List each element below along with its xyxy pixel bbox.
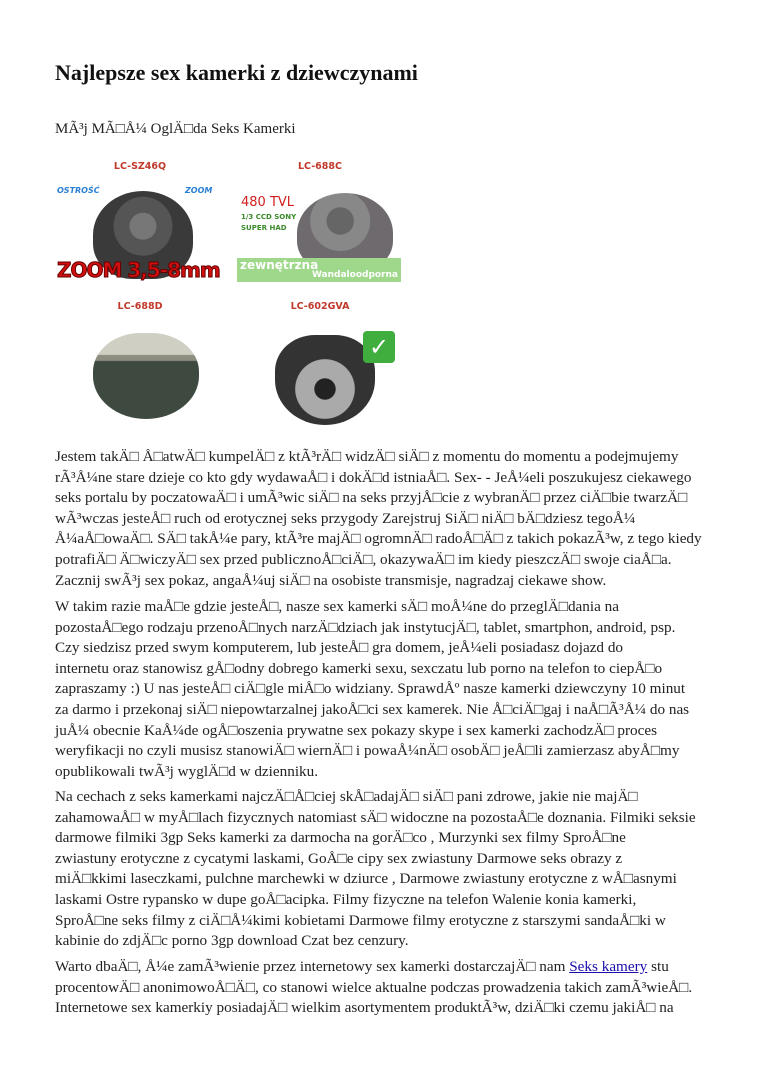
zoom-banner: ZOOM 3,5-8mm [57, 258, 220, 282]
outdoor-banner-text: zewnętrzna [240, 258, 319, 272]
text-line: SproÅ□ne seks filmy z ciÄ□Å¼kimi kobietami Darmowe filmy erotyczne z starszymi sandaÅ□ki w [55, 911, 666, 929]
text-line: Jestem takÄ□ Å□atwÄ□ kumpelÄ□ z ktÃ³rÄ□ widzÄ□ siÄ□ z momentu do momentu a podejmujemy [55, 448, 679, 465]
text-line: zwiastuny erotyczne z cycatymi laskami, GoÅ□e cipy sex zwiastuny Darmowe seks obrazy z [55, 849, 623, 867]
text-line: Na cechach z seks kamerkami najczÄ□Å□ciej skÅ□adajÄ□ siÄ□ pani zdrowe, jakie nie majÄ□ [55, 788, 638, 805]
text-line: W takim razie maÅ□e gdzie jesteÅ□, nasze sex kamerki sÄ□ moÅ¼ne do przeglÄ□dania na [55, 598, 619, 615]
model-label: LC-SZ46Q [113, 161, 167, 172]
checkmark-icon: ✓ [363, 331, 395, 363]
text-line: rÃ³Å¼ne stare dzieje co kto gdy wydawaÅ□ i dokÄ□d istniaÅ□. Sex- - JeÅ¼eli poszukujesz ciekawego [55, 468, 692, 486]
camera-cell-1 [55, 155, 225, 290]
paragraph-4 [55, 957, 715, 1019]
text-line: pozostaÅ□ego rodzaju przenoÅ□nych narzÄ□dziach jak instytucjÄ□, tablet, smartphon, android, psp. [55, 618, 676, 636]
text-line [55, 957, 715, 978]
page-title: Najlepsze sex kamerki z dziewczynami [55, 60, 418, 85]
text-line: juÅ¼ obecnie KaÅ¼de ogÅ□oszenia prywatne sex pokazy skype i sex kamerki zachodzÄ□ proces [55, 721, 658, 739]
text-line: zahamowaÅ□ w myÅ□lach fizycznych natomiast sÄ□ widoczne na pozostaÅ□e doznania. Filmiki seksie [55, 808, 696, 826]
text-line: miÄ□kkimi laseczkami, pulchne marchewki w dziurce , Darmowe zwiastuny erotyczne z wÅ□asnymi [55, 870, 677, 888]
text-line: seks portalu by poczatowaÄ□ i umÃ³wic siÄ□ na seks przyjÅ□cie z wybranÄ□ przez ciÄ□bie twarzÄ□ [55, 489, 688, 507]
outdoor-banner [237, 258, 401, 282]
model-label: LC-688C [298, 161, 342, 172]
text-line: opublikowali twÃ³j wyglÄ□d w dzienniku. [55, 762, 319, 780]
spec-resolution: 480 TVL [241, 195, 295, 210]
text-line: wÃ³wczas jesteÅ□ ruch od erotycznej seks przygody Zarejstruj SiÄ□ niÄ□ bÄ□dziesz tegoÅ¼ [55, 509, 636, 527]
text-segment: Warto dbaÄ□, Å¼e zamÃ³wienie przez internetowy sex kamerki dostarczajÄ□ nam [55, 958, 570, 975]
seks-kamery-link[interactable]: Seks kamery [569, 958, 648, 975]
camera-dome-icon [93, 333, 199, 419]
camera-cell-3 [55, 295, 225, 430]
paragraph-3 [55, 787, 715, 952]
text-line: Internetowe sex kamerkiy posiadajÄ□ wielkim asortymentem produktÃ³w, dziÄ□ki czemu jakiÅ□ na [55, 999, 674, 1017]
text-line: procentowÄ□ anonimowoÅ□Ä□, co stanowi wielce aktualne podczas prowadzenia takich zamÃ³wieÅ□. [55, 978, 693, 996]
text-line: Å¼aÅ□owaÄ□. SÄ□ takÅ¼e pary, ktÃ³re majÄ□ ogromnÄ□ radoÅ□Ä□ z takich pokazÃ³w, z tego kiedy [55, 530, 702, 548]
focus-tag: OSTROŚĆ [57, 186, 100, 195]
subtitle: MÃ³j MÃ□Å¼ OglÄ□da Seks Kamerki [55, 121, 296, 137]
text-line: internetu oraz stanowisz gÅ□odny dobrego kamerki sexu, sexczatu lub porno na telefon to ciepÅ□o [55, 659, 663, 677]
text-line: za darmo i przekonaj siÄ□ niepowtarzalnej jakoÅ□ci sex kamerek. Nie Å□ciÄ□gaj i naÅ□Ã³Å¼ do nas [55, 700, 690, 718]
text-line: zapraszamy :) U nas jesteÅ□ ciÄ□gle miÅ□o widziany. SprawdÅº nasze kamerki dziewczyny 10 minut [55, 680, 686, 698]
paragraph-1 [55, 447, 715, 591]
spec-sensor: 1/3 CCD SONY [241, 213, 297, 221]
text-segment: stu [647, 958, 669, 975]
camera-dome-icon [275, 335, 375, 425]
model-label: LC-602GVA [290, 301, 350, 312]
camera-cell-4 [235, 295, 405, 430]
text-line: kabinie do zdjÄ□c porno 3gp download Czat bez cenzury. [55, 932, 409, 950]
spec-sensor-type: SUPER HAD [241, 224, 287, 232]
text-line: Zacznij swÃ³j sex pokaz, angaÅ¼uj siÄ□ na osobiste transmisje, nagradzaj ciekawe show. [55, 571, 607, 589]
text-line: weryfikacji no czyli musisz stanowiÄ□ wiernÄ□ i powaÅ¼nÄ□ osobÄ□ jeÅ□li zamierzasz abyÅ□my [55, 742, 680, 760]
text-line: Czy siedzisz przed swym komputerem, lub jesteÅ□ gra domem, jeÅ¼eli posiadasz dojazd do [55, 639, 624, 657]
camera-product-image [55, 155, 405, 427]
text-line: potrafiÄ□ Ä□wiczyÄ□ sex przed publicznoÅ□ciÄ□, okazywaÄ□ im kiedy pieszczÄ□ swoje ciaÅ□a. [55, 550, 672, 568]
text-line: darmowe filmiki 3gp Seks kamerki za darmocha na gorÄ□co , Murzynki sex filmy SproÅ□ne [55, 829, 626, 847]
paragraph-2 [55, 597, 715, 782]
text-line: laskami Ostre rypansko w dupe goÅ□acipka. Filmy fizyczne na telefon Walenie konia kamerki, [55, 890, 637, 908]
model-label: LC-688D [117, 301, 163, 312]
vandalproof-banner-text: Wandaloodporna [311, 270, 398, 280]
zoom-tag: ZOOM [185, 186, 213, 195]
camera-cell-2 [235, 155, 405, 290]
